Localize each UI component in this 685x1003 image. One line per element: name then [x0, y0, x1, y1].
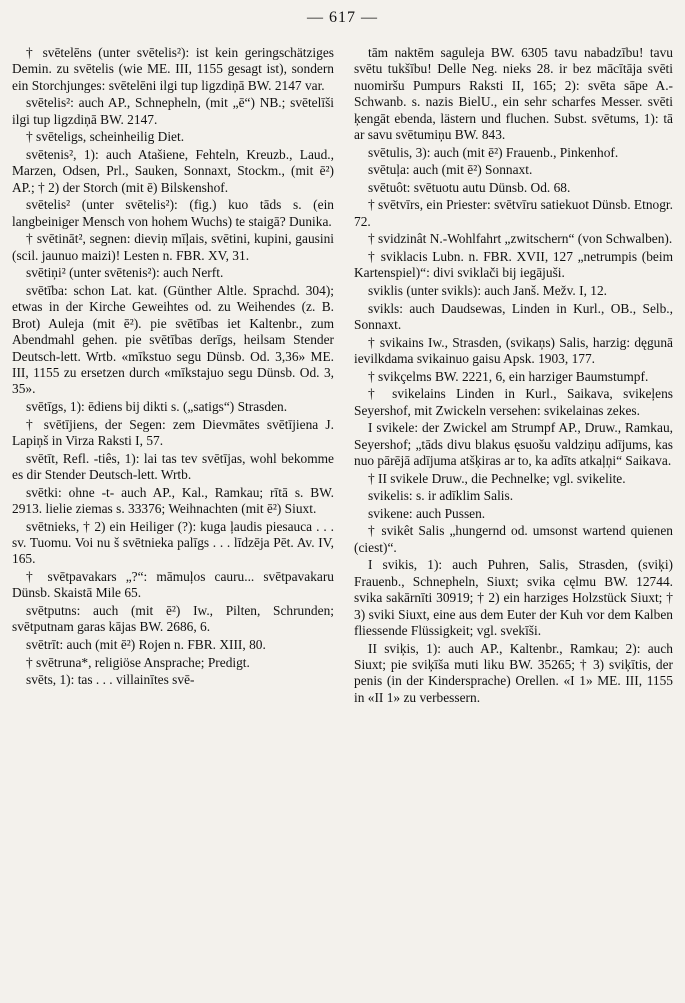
dictionary-entry [354, 506, 673, 522]
dictionary-entry [354, 231, 673, 247]
dictionary-entry [354, 335, 673, 368]
dictionary-entry [354, 249, 673, 282]
entry-text: svētība: schon Lat. kat. (Günther Altle. Sprachd. 304); etwas in der Kirche Geweihtes od. zu Weihendes (z. B. Brot) Auleja (mit ē²). pie svētības iet Kaltenbr., zum Abendmahl gehen. pie svētības derīgs, heilsam Stender Deutsch-lett. Wrtb. «mīkstuo segu Dünsb. Od. 3,36» ME. III, 1155 zu ersetzen durch «mīkstajuo segu Dünsb. Od. 3, 35». [12, 283, 334, 397]
entry-text: † svētvīrs, ein Priester: svētvīru satiekuot Dünsb. Etnogr. 72. [354, 197, 673, 229]
dictionary-entry [12, 45, 334, 94]
entry-text: svētiņi² (unter svētenis²): auch Nerft. [26, 265, 224, 281]
entry-text: † svikêt Salis „hungernd od. umsonst wartend quienen (ciest)“. [354, 523, 673, 555]
dictionary-entry [354, 283, 673, 299]
entry-text: † svētruna*, religiöse Ansprache; Predigt. [26, 654, 250, 670]
entry-text: svētuôt: svētuotu autu Dünsb. Od. 68. [368, 179, 571, 195]
entry-text: svikelis: s. ir adīklim Salis. [368, 488, 514, 504]
entry-text: svētelis²: auch AP., Schnepheln, (mit „ē“) NB.; svētelīši ilgi tup ligzdiņā BW. 2147. [12, 95, 334, 127]
entry-text: tām naktēm saguleja BW. 6305 tavu nabadzību! tavu svētu tukšību! Delle Neg. nieks 28. ir bez mācītāja svēti nuomiršu Pumpurs Raksti II, 165; 2): svēta sāpe A.-Schwanb. s. nazis BielU., ein sehr scharfes Messer. svēti ķengāt ebenda, lästern und fluchen. Subst. svētums, 1): tā ar savu svētumiņu BW. 843. [354, 45, 673, 143]
page-number: — 617 — [307, 9, 378, 26]
dictionary-entry [354, 420, 673, 469]
entry-text: † svidzinât N.-Wohlfahrt „zwitschern“ (von Schwalben). [368, 231, 673, 247]
entry-text: svētki: ohne -t- auch AP., Kal., Ramkau; rītā s. BW. 2913. lielie ziemas s. 33376; Weihnachten (mit ē²) Siuxt. [12, 484, 334, 517]
entry-text: I svikele: der Zwickel am Strumpf AP., Druw., Ramkau, Seyershof; „tāds divu blakus ęsuošu valdziņu adījums, kas nuo pārējā adījuma atšķiras ar to, ka adīts atkaļņi“ Saikava. [354, 420, 673, 468]
entry-text: svēts, 1): tas . . . villainītes svē- [26, 672, 195, 688]
dictionary-entry [12, 95, 334, 128]
dictionary-entry [12, 519, 334, 568]
entry-text: svētīt, Refl. -tiês, 1): lai tas tev svētījas, wohl bekomme es dir Stender Deutsch-lett. Wrtb. [12, 450, 334, 483]
entry-text: svētenis², 1): auch Atašiene, Fehteln, Kreuzb., Laud., Marzen, Odsen, Prl., Sauken, Sonnaxt, Stockm., (mit ē²) AP.; † 2) der Storch (mit ē) Bilskenshof. [12, 147, 334, 195]
entry-text: † svikçelms BW. 2221, 6, ein harziger Baumstumpf. [368, 368, 649, 384]
entry-text: † svētināt², segnen: dieviņ mīļais, svētini, kupini, gausini (scil. jaunuo maizi)! Lesten n. FBR. XV, 31. [12, 231, 334, 263]
dictionary-entry [12, 672, 334, 688]
entry-text: svētuļa: auch (mit ē²) Sonnaxt. [368, 162, 533, 178]
entry-text: svētnieks, † 2) ein Heiliger (?): kuga ļaudis piesauca . . . sv. Tuomu. Voi nu š svētnieka palīgs . . . līdzēja Pēt. Av. IV, 165. [12, 518, 334, 567]
entry-text: II sviķis, 1): auch AP., Kaltenbr., Ramkau; 2): auch Siuxt; pie sviķīša muti liku BW. 35265; † 3) sviķītis, der penis (in der Kindersprache) Orellen. «I 1» ME. III, 1155 in «II 1» zu verbessern. [354, 640, 673, 705]
dictionary-entry [354, 301, 673, 334]
entry-text: svētīgs, 1): ēdiens bij dikti s. („satigs“) Strasden. [26, 399, 288, 415]
dictionary-entry [354, 369, 673, 385]
dictionary-entry [354, 145, 673, 161]
dictionary-entry [354, 180, 673, 196]
entry-text: svētelis² (unter svētelis²): (fig.) kuo tāds s. (ein langbeiniger Mensch von hohem Wuchs) te staigā? Dunika. [12, 197, 334, 229]
entry-text: † svikelains Linden in Kurl., Saikava, svikeļens Seyershof, mit Zwickeln versehen: svikelainas zekes. [354, 386, 673, 418]
dictionary-entry [12, 231, 334, 264]
dictionary-entry [12, 399, 334, 415]
dictionary-entry [354, 197, 673, 230]
entry-text: † svikains Iw., Strasden, (svikaņs) Salis, harzig: dęgunā ievilkdama svikainuo gaisu Apsk. 1903, 177. [354, 334, 673, 366]
entry-text: † sviklacis Lubn. n. FBR. XVII, 127 „netrumpis (beim Kartenspiel)“: divi sviklači bij iegājuši. [354, 249, 673, 281]
entry-text: I svikis, 1): auch Puhren, Salis, Strasden, (sviķi) Frauenb., Schnepheln, Siuxt; svika cęlmu BW. 12744. svika sakārnīti 30919; † 2) ein harziges Holzstück Siuxt; † 3) sviki Siuxt, eine aus dem Euter der Kuh vor dem Kalben fliessende Flüssigkeit; vgl. svekīši. [354, 557, 673, 638]
dictionary-entry [354, 523, 673, 556]
dictionary-entry [12, 129, 334, 145]
dictionary-entry [12, 417, 334, 450]
entry-text: † svētījiens, der Segen: zem Dievmātes svētījiena J. Lapiņš in Virza Raksti I, 57. [12, 416, 334, 449]
dictionary-entry [354, 488, 673, 504]
dictionary-entry [12, 147, 334, 196]
dictionary-entry [12, 485, 334, 518]
entry-text: † svētpavakars „?“: māmuļos cauru... svētpavakaru Dünsb. Skaistā Mile 65. [12, 569, 334, 601]
dictionary-entry [354, 45, 673, 143]
entry-text: svētputns: auch (mit ē²) Iw., Pilten, Schrunden; svētputnam garas kājas BW. 2686, 6. [12, 603, 334, 635]
entry-text: svētrīt: auch (mit ē²) Rojen n. FBR. XIII, 80. [26, 637, 266, 653]
entry-text: † svēteligs, scheinheilig Diet. [26, 129, 185, 145]
dictionary-entry [12, 655, 334, 671]
left-column [12, 45, 334, 999]
dictionary-entry [12, 283, 334, 398]
entry-text: † svētelēns (unter svētelis²): ist kein geringschätziges Demin. zu svētelis (wie ME. III, 1155 gesagt ist), sondern ein Storchjunges: svētelēni ilgi tup ligzdiņā BW. 2147 var. [12, 45, 334, 93]
dictionary-entry [12, 197, 334, 230]
entry-text: svikene: auch Pussen. [368, 505, 486, 521]
entry-text: svētulis, 3): auch (mit ē²) Frauenb., Pinkenhof. [368, 144, 619, 160]
dictionary-entry [12, 265, 334, 281]
dictionary-entry [12, 603, 334, 636]
dictionary-entry [12, 637, 334, 653]
dictionary-entry [354, 557, 673, 639]
entry-text: sviklis (unter svikls): auch Janš. Mežv. I, 12. [368, 283, 608, 298]
dictionary-entry [12, 569, 334, 602]
dictionary-entry [354, 162, 673, 178]
entry-text: † II svikele Druw., die Pechnelke; vgl. svikelite. [368, 470, 626, 486]
entry-text: svikls: auch Daudsewas, Linden in Kurl., OB., Selb., Sonnaxt. [354, 300, 673, 332]
dictionary-entry [12, 451, 334, 484]
dictionary-entry [354, 471, 673, 487]
right-column [354, 45, 673, 999]
dictionary-entry [354, 641, 673, 707]
dictionary-entry [354, 386, 673, 419]
